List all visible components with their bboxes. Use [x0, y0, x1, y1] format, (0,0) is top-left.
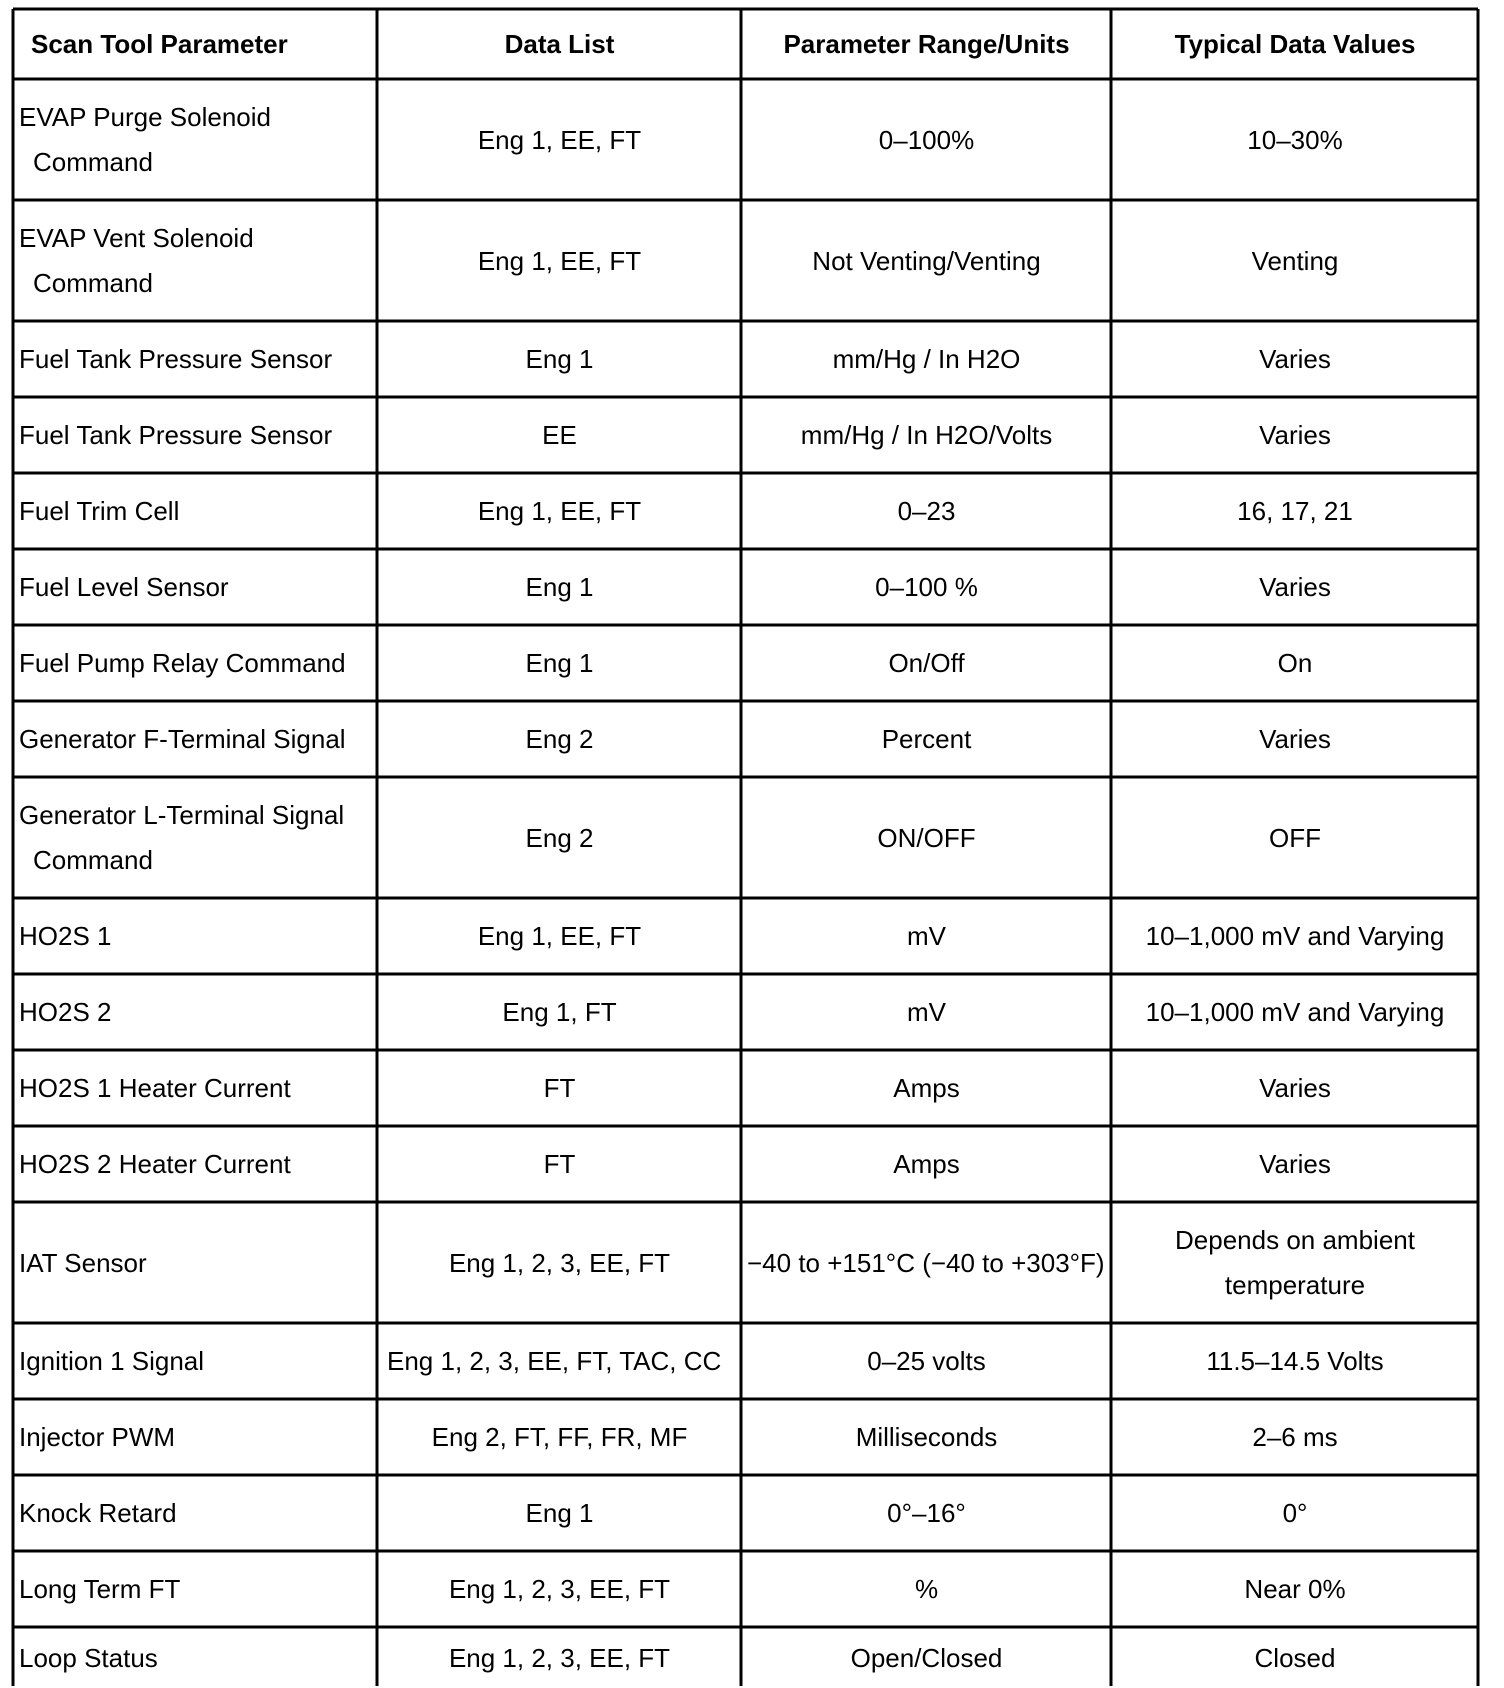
table-cell: [1113, 1325, 1477, 1398]
cell-text: Long Term FT: [19, 1574, 181, 1604]
cell-text: Venting: [1251, 245, 1339, 276]
table-cell: [743, 1052, 1110, 1125]
cell-text: mm/Hg / In H2O: [832, 344, 1021, 374]
table-cell: [743, 976, 1110, 1049]
cell-text: 0–25 volts: [867, 1346, 986, 1376]
cell-text: 10–1,000 mV and Varying: [1145, 921, 1445, 951]
cell-text: Eng 1: [525, 572, 594, 602]
table-cell: [1113, 202, 1477, 320]
cell-text: Closed: [1254, 1642, 1336, 1673]
cell-text: mV: [907, 997, 946, 1027]
cell-text: Varies: [1259, 1073, 1331, 1103]
cell-text: Eng 1: [525, 648, 594, 678]
table-cell: [379, 1325, 740, 1398]
cell-text: Eng 1, EE, FT: [477, 124, 642, 155]
table-cell: [379, 323, 740, 396]
table-cell: EVAP Vent Solenoid Command: [19, 223, 254, 298]
cell-text: Eng 2: [525, 822, 594, 853]
table-cell: [379, 1553, 740, 1626]
cell-text: Fuel Tank Pressure Sensor: [19, 344, 333, 374]
cell-text: Eng 1: [525, 1498, 594, 1528]
cell-text: Percent: [881, 724, 972, 754]
table-cell: [379, 703, 740, 776]
table-cell: [743, 1401, 1110, 1474]
column-header-label: Parameter Range/Units: [783, 29, 1070, 59]
table-cell: [1113, 1629, 1477, 1687]
table-cell: [1113, 1477, 1477, 1550]
table-cell: [743, 81, 1110, 199]
table-cell: [15, 1553, 376, 1626]
table-cell: [379, 202, 740, 320]
table-cell: [379, 81, 740, 199]
table-cell: [743, 900, 1110, 973]
cell-text: Not Venting/Venting: [812, 245, 1041, 276]
column-header-label: Typical Data Values: [1174, 29, 1416, 59]
cell-text: Eng 1, EE, FT: [477, 496, 642, 526]
cell-text: FT: [543, 1149, 576, 1179]
table-cell: [15, 1052, 376, 1125]
table-cell: [1113, 1553, 1477, 1626]
cell-text: Eng 1, FT: [502, 997, 617, 1027]
cell-text: Fuel Tank Pressure Sensor: [19, 420, 333, 450]
table-cell: [743, 1128, 1110, 1201]
cell-text: Varies: [1259, 572, 1331, 602]
table-cell: [1113, 900, 1477, 973]
table-cell: [1113, 1128, 1477, 1201]
table-cell: [379, 976, 740, 1049]
table-cell: [379, 1052, 740, 1125]
table-cell: [15, 1477, 376, 1550]
cell-text: ON/OFF: [877, 822, 976, 853]
table-cell: [379, 779, 740, 897]
column-header: [379, 11, 740, 78]
table-cell: [15, 399, 376, 472]
cell-text: Fuel Trim Cell: [19, 496, 180, 526]
table-cell: [1113, 976, 1477, 1049]
cell-text: On: [1277, 648, 1313, 678]
table-cell: [15, 475, 376, 548]
table-cell: [743, 1325, 1110, 1398]
table-cell: [743, 551, 1110, 624]
cell-text: Eng 1, 2, 3, EE, FT: [448, 1247, 671, 1278]
cell-text: 0–100%: [878, 124, 975, 155]
table-cell: [743, 202, 1110, 320]
cell-text: IAT Sensor: [19, 1247, 147, 1278]
cell-text: Amps: [893, 1149, 960, 1179]
cell-text: Varies: [1259, 724, 1331, 754]
table-cell: [15, 1629, 376, 1687]
table-cell: [1113, 399, 1477, 472]
cell-text: HO2S 1: [19, 921, 112, 951]
column-header: [1113, 11, 1477, 78]
cell-text: HO2S 1 Heater Current: [19, 1073, 291, 1103]
cell-text: HO2S 2: [19, 997, 112, 1027]
cell-text: OFF: [1269, 822, 1321, 853]
table-cell: [15, 323, 376, 396]
table-cell: [743, 1477, 1110, 1550]
cell-text: Eng 1, EE, FT: [477, 245, 642, 276]
cell-text: 16, 17, 21: [1237, 496, 1353, 526]
table-cell: [1113, 1052, 1477, 1125]
cell-text: Eng 2, FT, FF, FR, MF: [431, 1422, 688, 1452]
table-cell: [1113, 475, 1477, 548]
table-cell: [379, 627, 740, 700]
cell-text: Amps: [893, 1073, 960, 1103]
cell-text: %: [914, 1574, 939, 1604]
table-cell: [379, 1204, 740, 1322]
table-cell: [15, 551, 376, 624]
cell-text: mm/Hg / In H2O/Volts: [800, 420, 1053, 450]
column-header-label: Scan Tool Parameter: [31, 29, 288, 59]
cell-text: Near 0%: [1244, 1574, 1346, 1604]
cell-text: Fuel Level Sensor: [19, 572, 229, 602]
table-cell: [1113, 81, 1477, 199]
cell-text: 0°–16°: [887, 1498, 966, 1528]
cell-text: Eng 1, EE, FT: [477, 921, 642, 951]
table-cell: [743, 1629, 1110, 1687]
table-cell: [743, 475, 1110, 548]
column-header: [15, 11, 376, 78]
table-cell: [743, 399, 1110, 472]
table-cell: [743, 703, 1110, 776]
table-cell: [15, 1325, 376, 1398]
table-cell: [743, 323, 1110, 396]
cell-text: Open/Closed: [850, 1642, 1003, 1673]
table-cell: [379, 1629, 740, 1687]
cell-text: Injector PWM: [19, 1422, 176, 1452]
cell-text: 11.5–14.5 Volts: [1206, 1346, 1384, 1376]
table-cell: [15, 900, 376, 973]
cell-text: 0–100 %: [875, 572, 978, 602]
table-cell: [15, 1128, 376, 1201]
table-cell: [1113, 551, 1477, 624]
cell-text: Ignition 1 Signal: [19, 1346, 205, 1376]
column-header: [743, 11, 1110, 78]
table-cell: [15, 1401, 376, 1474]
table-cell: [379, 900, 740, 973]
cell-text: Fuel Pump Relay Command: [19, 648, 346, 678]
table-cell: [1113, 323, 1477, 396]
cell-text: Eng 1: [525, 344, 594, 374]
cell-text: 0–23: [897, 496, 956, 526]
table-cell: [1113, 627, 1477, 700]
table-cell: [743, 627, 1110, 700]
cell-text: Generator F-Terminal Signal: [19, 724, 346, 754]
cell-text: 10–1,000 mV and Varying: [1145, 997, 1445, 1027]
cell-text: Milliseconds: [855, 1422, 998, 1452]
table-cell: [379, 551, 740, 624]
cell-text: −40 to +151°C (−40 to +303°F): [747, 1247, 1105, 1278]
cell-text: Eng 2: [525, 724, 594, 754]
cell-text: HO2S 2 Heater Current: [19, 1149, 291, 1179]
table-cell: [1113, 779, 1477, 897]
cell-text: 0°: [1282, 1498, 1308, 1528]
table-cell: [379, 399, 740, 472]
table-cell: [379, 1401, 740, 1474]
table-cell: [379, 1477, 740, 1550]
table-cell: Depends on ambient temperature: [1175, 1225, 1415, 1300]
cell-text: FT: [543, 1073, 576, 1103]
table-cell: [743, 1204, 1110, 1322]
cell-text: Knock Retard: [19, 1498, 177, 1528]
cell-text: Eng 1, 2, 3, EE, FT: [448, 1574, 671, 1604]
column-header-label: Data List: [504, 29, 615, 59]
table-cell: [15, 976, 376, 1049]
cell-text: mV: [907, 921, 946, 951]
cell-text: On/Off: [888, 648, 965, 678]
cell-text: Varies: [1259, 344, 1331, 374]
table-cell: [15, 703, 376, 776]
table-cell: [379, 1128, 740, 1201]
cell-text: 10–30%: [1247, 124, 1343, 155]
table-cell: [1113, 703, 1477, 776]
cell-text: Varies: [1259, 1149, 1331, 1179]
cell-text: EE: [542, 420, 577, 450]
table-cell: [743, 779, 1110, 897]
table-cell: [379, 475, 740, 548]
table-cell: [743, 1553, 1110, 1626]
table-cell: [1113, 1401, 1477, 1474]
cell-text: Eng 1, 2, 3, EE, FT: [448, 1642, 671, 1673]
cell-text: 2–6 ms: [1252, 1422, 1338, 1452]
cell-text: Eng 1, 2, 3, EE, FT, TAC, CC: [387, 1346, 722, 1376]
cell-text: Varies: [1259, 420, 1331, 450]
table-cell: EVAP Purge Solenoid Command: [19, 102, 271, 177]
table-cell: [15, 1204, 376, 1322]
table-cell: [15, 627, 376, 700]
cell-text: Loop Status: [19, 1642, 158, 1673]
table-cell: Generator L-Terminal Signal Command: [19, 800, 345, 875]
